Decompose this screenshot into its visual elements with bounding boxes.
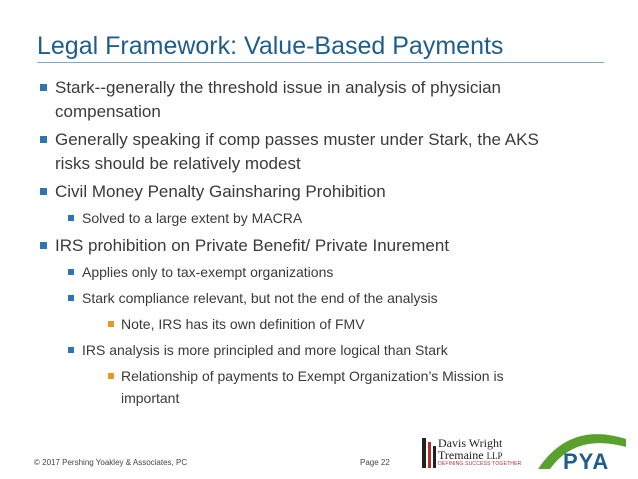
dwt-name-line1: Davis Wright <box>438 436 503 450</box>
bullet-square-icon <box>108 373 114 379</box>
davis-wright-tremaine-logo <box>420 430 522 470</box>
bullet-square-icon <box>68 295 74 301</box>
bullet-text: Stark compliance relevant, but not the end of the analysis <box>82 290 438 306</box>
slide-title: Legal Framework: Value-Based Payments <box>37 32 504 60</box>
bullet-text: Generally speaking if comp passes muster under Stark, the AKS <box>55 130 539 149</box>
dwt-name-llp: LLP <box>486 451 503 461</box>
dwt-mark-icon <box>422 438 436 468</box>
footer-page-number: Page 22 <box>360 458 390 467</box>
bullet-level3-line <box>121 316 365 332</box>
bullet-square-icon <box>40 84 47 91</box>
bullet-text: Relationship of payments to Exempt Organization’s Mission is <box>121 368 504 384</box>
pya-wordmark: PYA <box>563 449 610 474</box>
bullet-level2-line <box>82 264 333 280</box>
bullet-square-icon <box>40 242 47 249</box>
dwt-tagline: DEFINING SUCCESS TOGETHER <box>438 461 522 467</box>
bullet-square-icon <box>68 269 74 275</box>
bullet-square-icon <box>68 347 74 353</box>
bullet-text: important <box>121 390 180 406</box>
bullet-level2-line <box>82 342 448 358</box>
bullet-text: compensation <box>55 102 161 121</box>
bullet-text: Civil Money Penalty Gainsharing Prohibition <box>55 182 386 201</box>
bullet-level1-line <box>55 102 161 122</box>
bullet-text: IRS analysis is more principled and more logical than Stark <box>82 342 448 358</box>
bullet-level3-line <box>121 390 179 406</box>
bullet-square-icon <box>108 321 114 327</box>
bullet-level1-line <box>55 78 501 98</box>
bullet-square-icon <box>68 215 74 221</box>
dwt-name-tremaine: Tremaine <box>438 448 484 462</box>
bullet-level1-line <box>55 154 301 174</box>
bullet-level1-line <box>55 182 386 202</box>
bullet-level2-line <box>82 210 302 226</box>
bullet-text: Solved to a large extent by MACRA <box>82 210 303 226</box>
bullet-square-icon <box>40 188 47 195</box>
bullet-text: Applies only to tax-exempt organizations <box>82 264 334 280</box>
bullet-text: IRS prohibition on Private Benefit/ Private Inurement <box>55 236 450 255</box>
bullet-square-icon <box>40 136 47 143</box>
bullet-level2-line <box>82 290 438 306</box>
bullet-level1-line <box>55 130 539 150</box>
bullet-text: risks should be relatively modest <box>55 154 301 173</box>
footer-copyright: © 2017 Pershing Yoakley & Associates, PC <box>34 458 188 467</box>
bullet-level3-line <box>121 368 504 384</box>
bullet-text: Note, IRS has its own definition of FMV <box>121 316 365 332</box>
bullet-level1-line <box>55 236 449 256</box>
bullet-text: Stark--generally the threshold issue in analysis of physician <box>55 78 502 97</box>
pya-logo <box>530 425 630 475</box>
